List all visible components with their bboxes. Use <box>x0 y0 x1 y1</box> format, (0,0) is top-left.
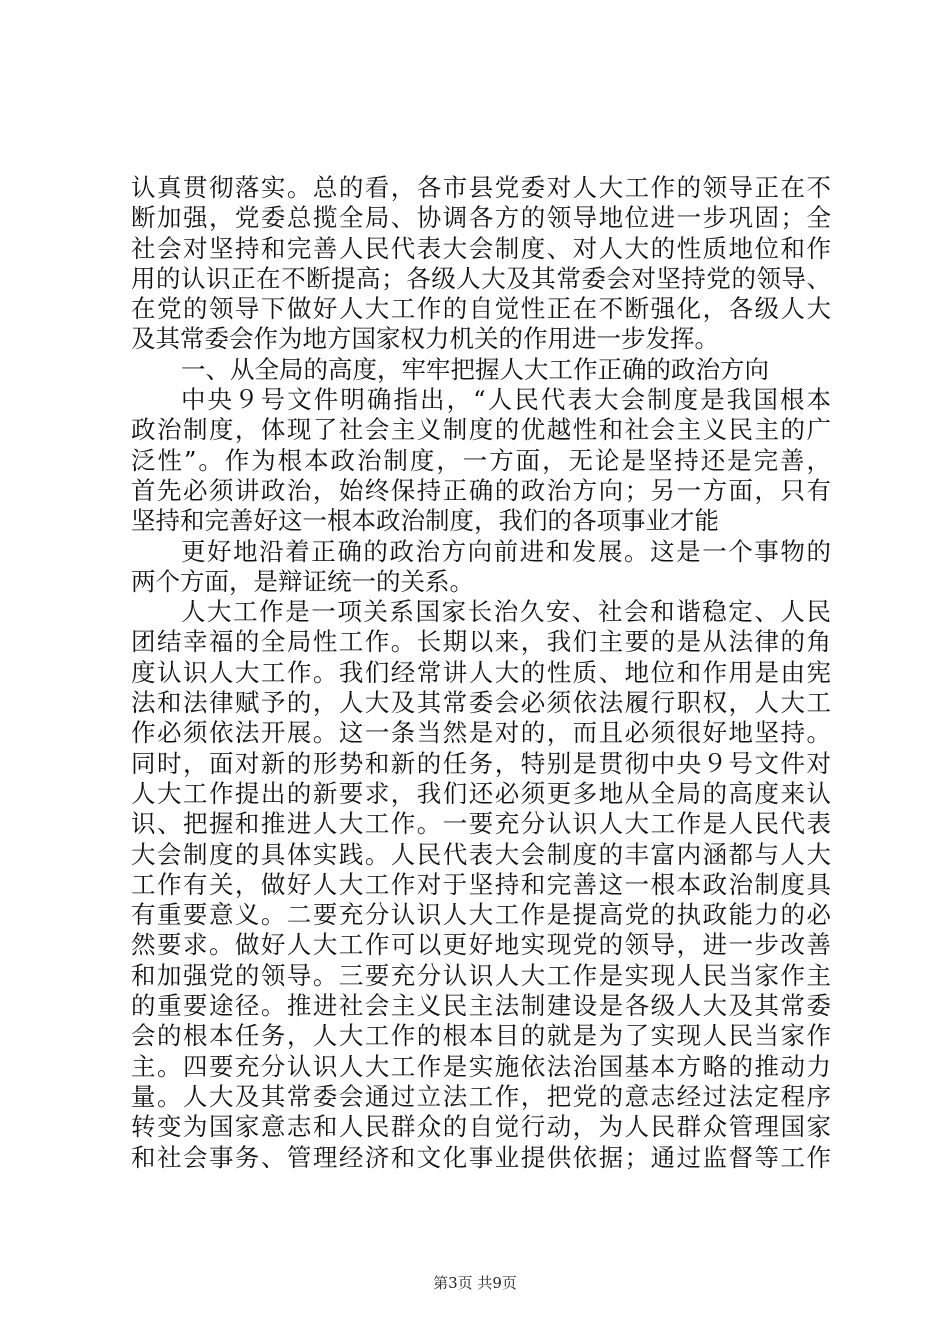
text-line: 社会对坚持和完善人民代表大会制度、对人大的性质地位和作 <box>131 233 831 263</box>
text-line: 两个方面，是辩证统一的关系。 <box>131 566 474 596</box>
text-line: 泛性”。作为根本政治制度，一方面，无论是坚持还是完善， <box>131 445 831 475</box>
section-heading: 一、从全局的高度，牢牢把握人大工作正确的政治方向 <box>181 354 769 384</box>
text-line: 团结幸福的全局性工作。长期以来，我们主要的是从法律的角 <box>131 627 831 657</box>
text-line: 法和法律赋予的，人大及其常委会必须依法履行职权，人大工 <box>131 688 831 718</box>
text-line: 作必须依法开展。这一条当然是对的，而且必须很好地坚持。 <box>131 718 831 748</box>
text-line: 中央９号文件明确指出，“人民代表大会制度是我国根本 <box>181 385 831 415</box>
text-line: 坚持和完善好这一根本政治制度，我们的各项事业才能 <box>131 506 719 536</box>
page-footer: 第3页 共9页 <box>433 1274 517 1292</box>
text-line: 首先必须讲政治，始终保持正确的政治方向；另一方面，只有 <box>131 475 831 505</box>
text-line: 在党的领导下做好人大工作的自觉性正在不断强化，各级人大 <box>131 294 831 324</box>
text-line: 政治制度，体现了社会主义制度的优越性和社会主义民主的广 <box>131 415 831 445</box>
text-line: 会的根本任务，人大工作的根本目的就是为了实现人民当家作 <box>131 1021 831 1051</box>
text-line: 更好地沿着正确的政治方向前进和发展。这是一个事物的 <box>181 536 831 566</box>
text-line: 量。人大及其常委会通过立法工作，把党的意志经过法定程序 <box>131 1081 831 1111</box>
text-line: 断加强，党委总揽全局、协调各方的领导地位进一步巩固；全 <box>131 203 831 233</box>
text-line: 人大工作是一项关系国家长治久安、社会和谐稳定、人民 <box>181 597 831 627</box>
text-line: 同时，面对新的形势和新的任务，特别是贯彻中央９号文件对 <box>131 748 831 778</box>
text-line: 度认识人大工作。我们经常讲人大的性质、地位和作用是由宪 <box>131 657 831 687</box>
text-line: 人大工作提出的新要求，我们还必须更多地从全局的高度来认 <box>131 778 831 808</box>
body-text <box>131 173 831 1173</box>
text-line: 认真贯彻落实。总的看，各市县党委对人大工作的领导正在不 <box>131 173 831 202</box>
text-line: 有重要意义。二要充分认识人大工作是提高党的执政能力的必 <box>131 900 831 930</box>
text-line: 转变为国家意志和人民群众的自觉行动，为人民群众管理国家 <box>131 1112 831 1142</box>
text-line: 和加强党的领导。三要充分认识人大工作是实现人民当家作主 <box>131 960 831 990</box>
text-line: 工作有关，做好人大工作对于坚持和完善这一根本政治制度具 <box>131 869 831 899</box>
text-line: 和社会事务、管理经济和文化事业提供依据；通过监督等工作 <box>131 1142 831 1172</box>
text-line: 然要求。做好人大工作可以更好地实现党的领导，进一步改善 <box>131 930 831 960</box>
text-line: 识、把握和推进人大工作。一要充分认识人大工作是人民代表 <box>131 809 831 839</box>
text-line: 及其常委会作为地方国家权力机关的作用进一步发挥。 <box>131 324 719 354</box>
text-line: 大会制度的具体实践。人民代表大会制度的丰富内涵都与人大 <box>131 839 831 869</box>
text-line: 的重要途径。推进社会主义民主法制建设是各级人大及其常委 <box>131 991 831 1021</box>
text-line: 主。四要充分认识人大工作是实施依法治国基本方略的推动力 <box>131 1051 831 1081</box>
text-line: 用的认识正在不断提高；各级人大及其常委会对坚持党的领导、 <box>131 263 831 293</box>
